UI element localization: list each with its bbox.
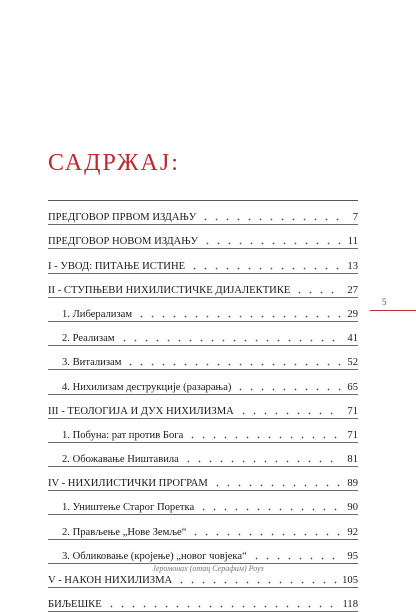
toc-entry-page: 71 — [347, 429, 358, 441]
toc-entry[interactable] — [48, 346, 358, 370]
dot-leader — [212, 484, 341, 487]
toc-entry[interactable] — [48, 419, 358, 443]
toc-entry-title: 1. Уништење Старог Поретка — [62, 502, 195, 514]
toc-entry-title: III - ТЕОЛОГИЈА И ДУХ НИХИЛИЗМА — [48, 405, 234, 417]
table-of-contents — [48, 201, 358, 612]
toc-entry-title: 3. Обликовање (кројење) „новог човјека“ — [62, 550, 247, 562]
toc-entry-page: 118 — [342, 599, 358, 611]
dot-leader — [294, 291, 341, 294]
toc-entry[interactable] — [48, 274, 358, 298]
toc-entry[interactable] — [48, 298, 358, 322]
dot-leader — [251, 557, 341, 560]
dot-leader — [125, 363, 341, 366]
dot-leader — [200, 218, 341, 221]
running-footer: Јеромонах (отац Серафим) Роуз — [152, 564, 264, 573]
toc-entry[interactable] — [48, 515, 358, 539]
toc-entry[interactable] — [48, 467, 358, 491]
toc-entry-page: 105 — [342, 575, 358, 586]
toc-entry-page: 41 — [347, 333, 358, 345]
dot-leader — [198, 508, 341, 511]
toc-entry-page: 29 — [347, 308, 358, 320]
toc-entry-page: 81 — [347, 454, 358, 466]
toc-heading: САДРЖАЈ: — [48, 150, 180, 176]
toc-entry-page: 89 — [347, 478, 358, 490]
toc-entry[interactable] — [48, 443, 358, 467]
dot-leader — [176, 581, 339, 584]
toc-entry-page: 92 — [347, 526, 358, 538]
toc-entry[interactable] — [48, 249, 358, 273]
toc-entry-title: 1. Побуна: рат против Бога — [62, 429, 184, 441]
toc-entry-page: 13 — [347, 260, 358, 272]
dot-leader — [136, 315, 341, 318]
toc-entry-title: ПРЕДГОВОР ПРВОМ ИЗДАЊУ — [48, 212, 197, 224]
toc-entry[interactable] — [48, 370, 358, 394]
toc-entry-title: 3. Витализам — [62, 357, 122, 369]
toc-entry-title: IV - НИХИЛИСТИЧКИ ПРОГРАМ — [48, 478, 208, 490]
toc-entry[interactable] — [48, 322, 358, 346]
dot-leader — [183, 460, 341, 463]
toc-entry-title: 2. Прављење „Нове Земље“ — [62, 526, 187, 538]
toc-entry[interactable] — [48, 225, 358, 249]
toc-entry-title: 1. Либерализам — [62, 308, 133, 320]
toc-entry-title: ПРЕДГОВОР НОВОМ ИЗДАЊУ — [48, 236, 199, 248]
toc-entry-title: БИЉЕШКЕ — [48, 599, 102, 611]
toc-entry-title: 2. Реализам — [62, 333, 115, 345]
toc-entry-page: 65 — [347, 381, 358, 393]
page-number: 5 — [382, 297, 387, 307]
dot-leader — [189, 267, 341, 270]
toc-entry[interactable] — [48, 588, 358, 612]
page-number-marker — [370, 310, 416, 311]
toc-entry-page: 11 — [347, 236, 358, 248]
dot-leader — [238, 412, 341, 415]
dot-leader — [187, 436, 341, 439]
toc-entry-page: 7 — [352, 212, 358, 224]
toc-entry-page: 90 — [347, 502, 358, 514]
toc-entry-title: II - СТУПЊЕВИ НИХИЛИСТИЧКЕ ДИЈАЛЕКТИКЕ — [48, 284, 291, 296]
toc-entry[interactable] — [48, 491, 358, 515]
toc-entry[interactable] — [48, 540, 358, 564]
toc-entry-page: 27 — [347, 284, 358, 296]
dot-leader — [119, 339, 341, 342]
toc-entry-page: 95 — [347, 550, 358, 562]
toc-entry-title: I - УВОД: ПИТАЊЕ ИСТИНЕ — [48, 260, 186, 272]
toc-entry-page: 52 — [347, 357, 358, 369]
toc-entry[interactable] — [48, 395, 358, 419]
toc-entry-page: 71 — [347, 405, 358, 417]
toc-entry-title: 2. Обожавање Ништавила — [62, 454, 179, 466]
dot-leader — [190, 533, 341, 536]
toc-entry[interactable] — [48, 201, 358, 225]
toc-entry-title: 4. Нихилизам деструкције (разарања) — [62, 381, 232, 393]
dot-leader — [106, 605, 340, 608]
toc-entry-title: V - НАКОН НИХИЛИЗМА — [48, 575, 173, 586]
dot-leader — [202, 242, 341, 245]
dot-leader — [235, 388, 341, 391]
